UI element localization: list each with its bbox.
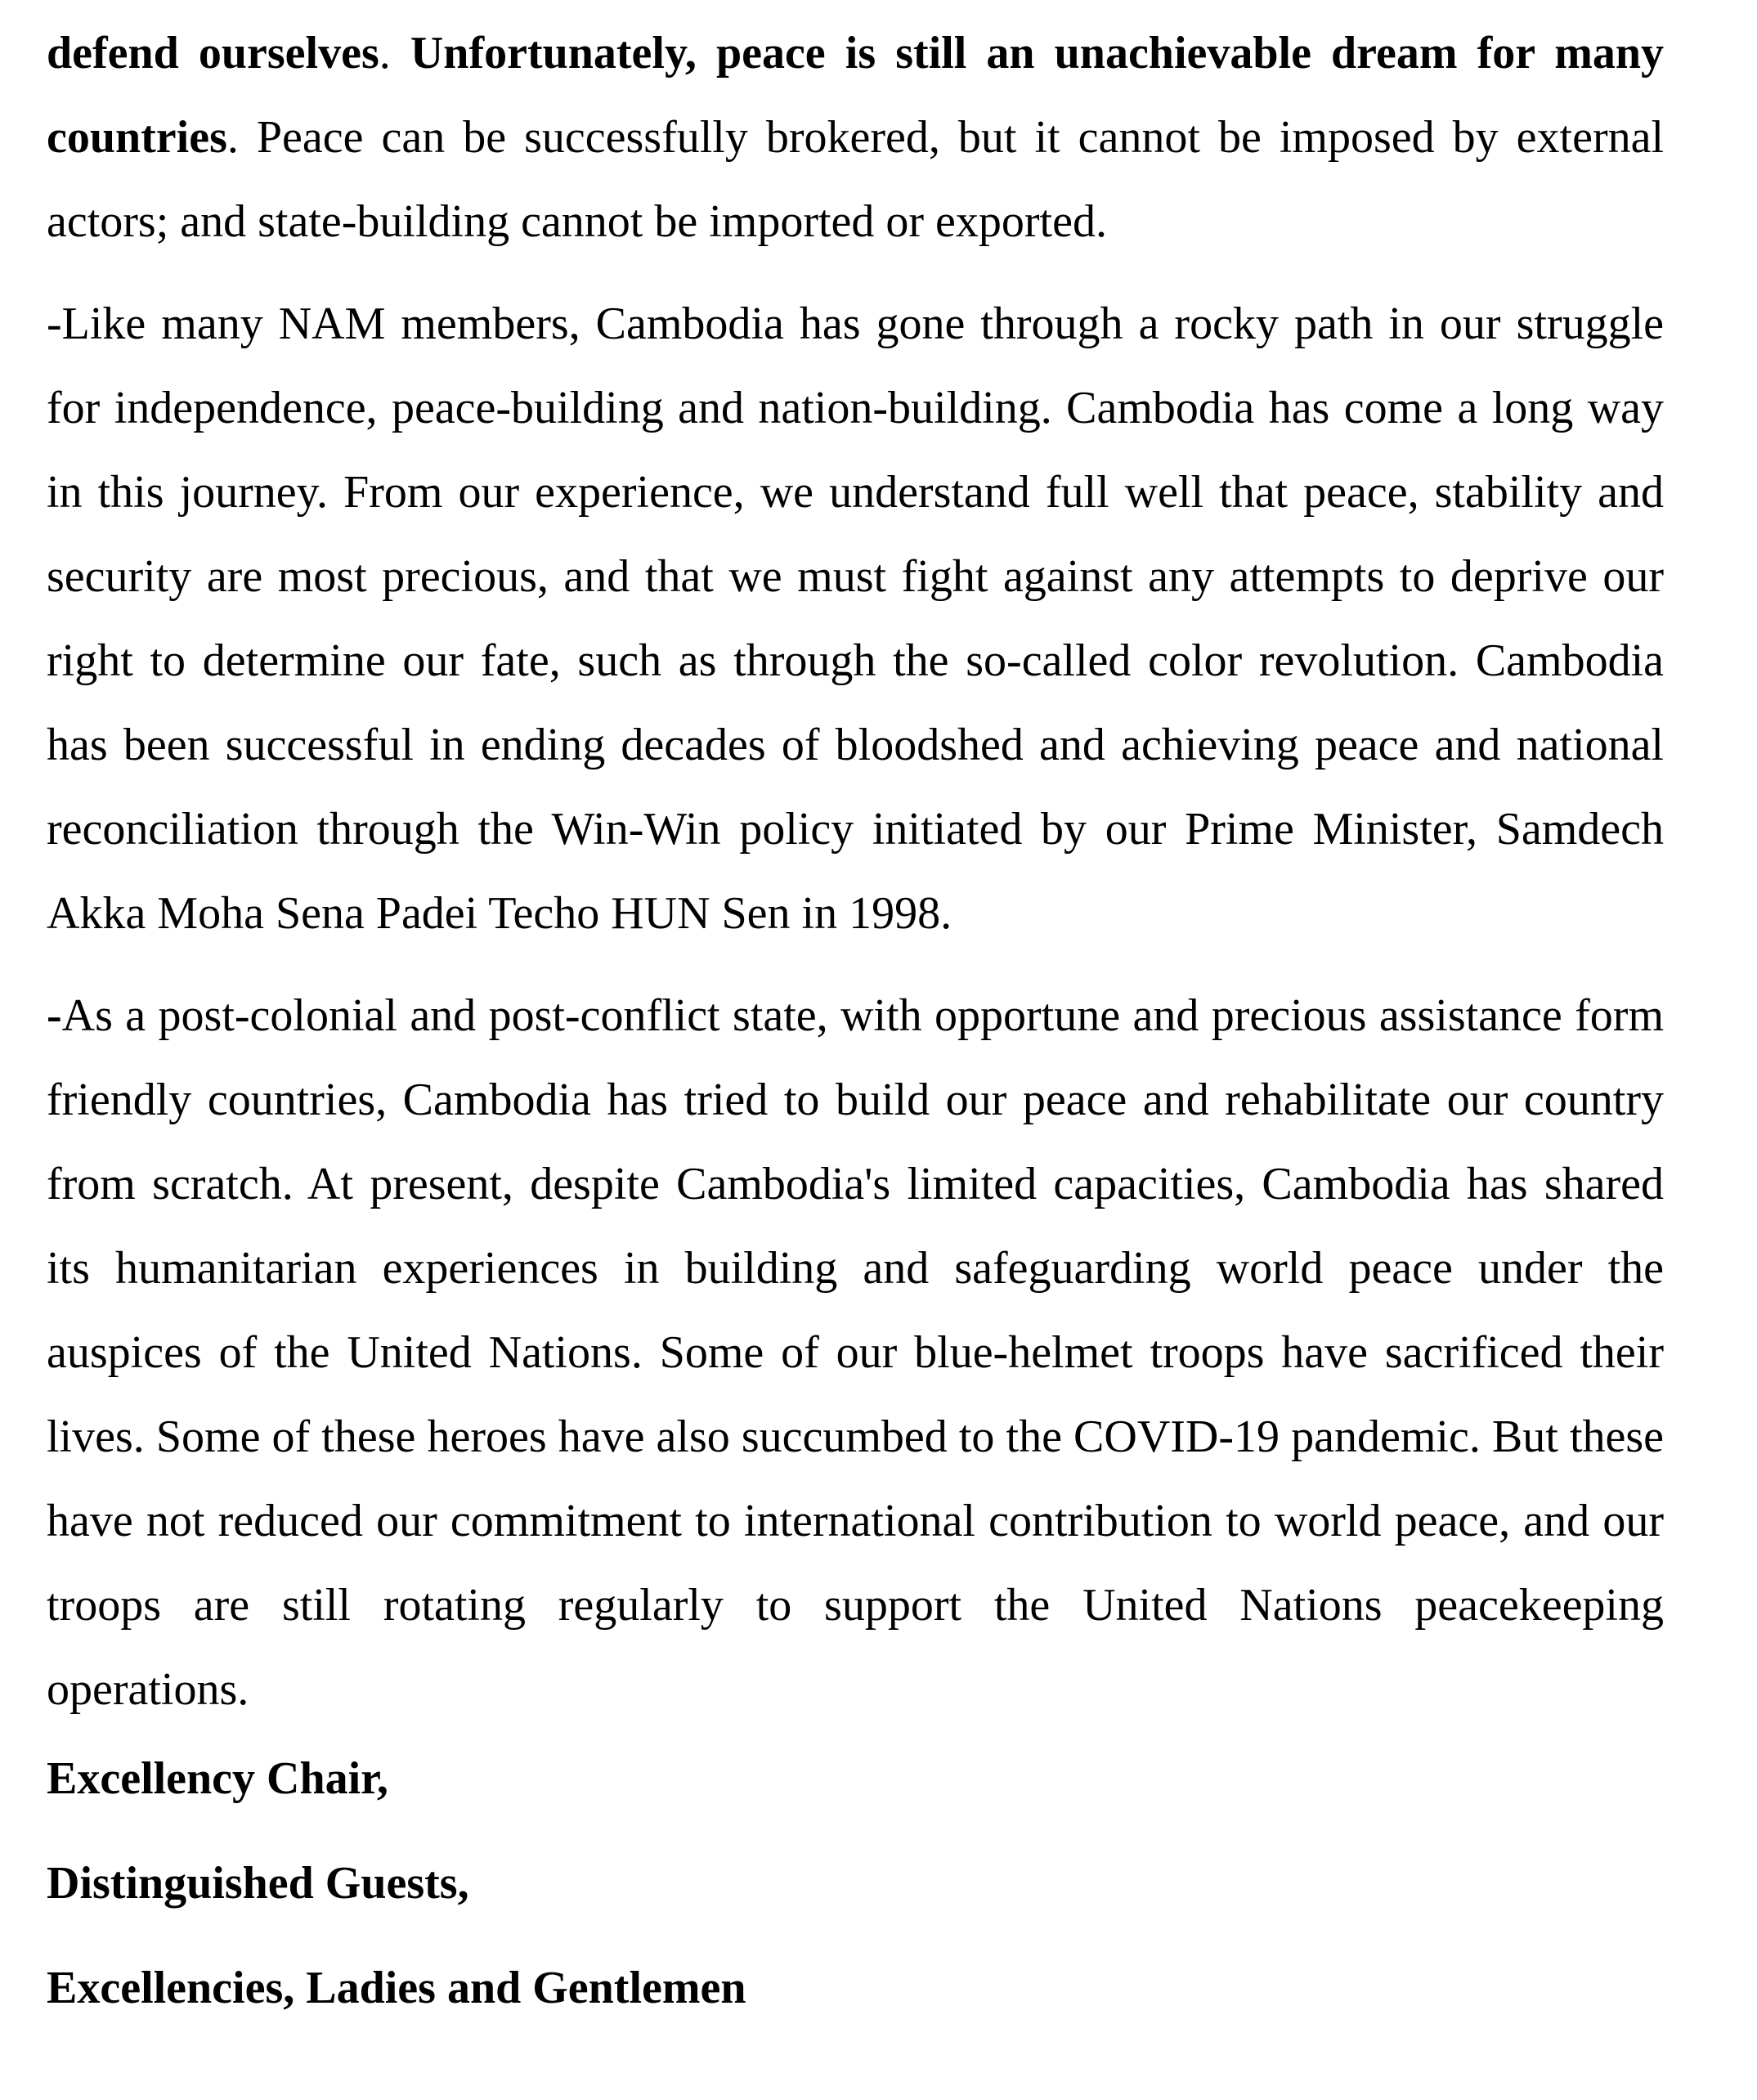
bold-dash: -: [47, 990, 62, 1041]
bold-defend-ourselves: defend ourselves: [47, 28, 379, 79]
paragraph-nam-members: -Like many NAM members, Cambodia has gone through a rocky path in our struggle for independence, peace-building and nation-building. Cambodia has come a long way in this journey. From our experience, we understand full well that peace, stability and security are most precious, and that we must fight against any attempts to deprive our right to determine our fate, such as through the so-called color revolution. Cambodia has been successful in ending decades of bloodshed and achieving peace and national reconciliation through the Win-Win policy initiated by our Prime Minister, Samdech Akka Moha Sena Padei Techo HUN Sen in 1998.: [47, 298, 1664, 939]
bold-peace-unachievable: Unfortunately, peace is still an unachievable dream for many countries: [47, 28, 1664, 163]
paragraph-text: As a post-colonial and post-conflict state, with opportune and precious assistance form friendly countries, Cambodia has tried to build our peace and rehabilitate our country from scratch. At present, despite Cambodia's limited capacities, Cambodia has shared its humanitarian experiences in building and safeguarding world peace under the auspices of the United Nations. Some of our blue-helmet troops have sacrificed their lives. Some of these heroes have also succumbed to the COVID-19 pandemic. But these have not reduced our commitment to international contribution to world peace, and our troops are still rotating regularly to support the United Nations peacekeeping operations.: [47, 990, 1664, 1715]
paragraph-post-conflict-state: [47, 974, 1664, 1732]
document-page: [47, 11, 1664, 2064]
paragraph-text-fragment: . Peace can be successfully brokered, but it cannot be imposed by external actors; and state-building cannot be imported or exported.: [47, 112, 1664, 247]
paragraph-peace-imposition: [47, 11, 1664, 264]
salutation-ladies-gentlemen: Excellencies, Ladies and Gentlemen: [47, 1963, 746, 2013]
salutation-excellency-chair: Excellency Chair,: [47, 1753, 388, 1804]
paragraph-text-fragment: .: [379, 28, 410, 79]
salutations-block: [47, 1750, 1664, 2017]
salutation-distinguished-guests: Distinguished Guests,: [47, 1858, 469, 1909]
